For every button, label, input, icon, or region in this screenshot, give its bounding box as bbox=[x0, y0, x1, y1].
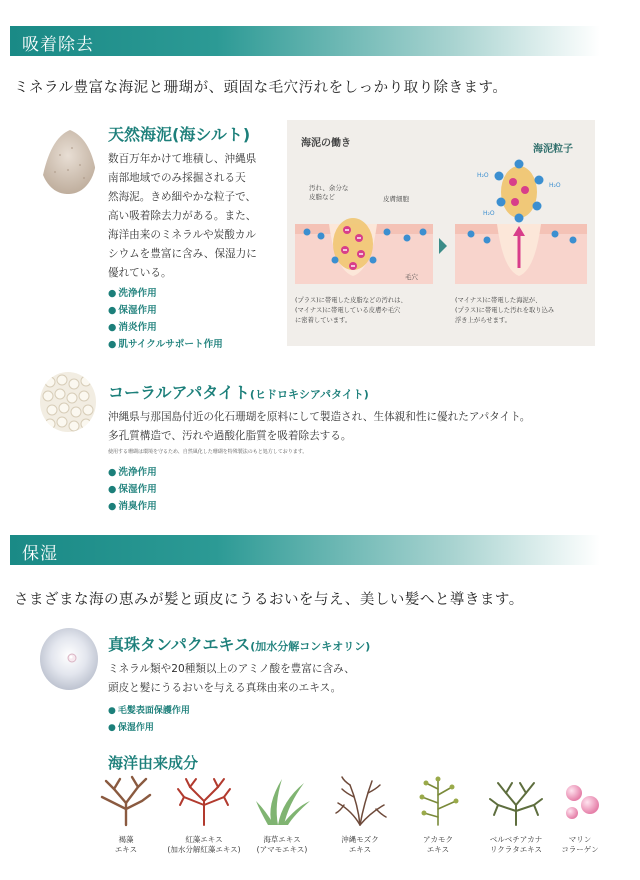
desc-line: シウムを豊富に含み、保湿力に bbox=[108, 248, 257, 260]
desc-line: 高い吸着除去力がある。また、 bbox=[108, 210, 257, 222]
marine-item-pelvetia bbox=[478, 775, 554, 855]
effect-item: ● 保湿作用 bbox=[108, 481, 157, 498]
item-label-line1: 海草エキス bbox=[263, 835, 301, 844]
effect-item: ● 消炎作用 bbox=[108, 319, 223, 336]
mud-powder-image bbox=[40, 120, 96, 194]
item-label-line1: ベルベチアカナ bbox=[489, 835, 543, 844]
item-label-line2: コラーゲン bbox=[561, 845, 599, 854]
h2o-label: H₂O bbox=[477, 172, 489, 179]
effect-item: ● 保湿作用 bbox=[108, 302, 223, 319]
mud-title-main: 天然海泥 bbox=[108, 125, 173, 144]
item-label-line2: (加水分解紅藻エキス) bbox=[167, 845, 241, 854]
item-label-line2: エキス bbox=[114, 845, 138, 854]
diagram-title: 海泥の働き bbox=[301, 138, 351, 149]
effect-item: ● 洗浄作用 bbox=[108, 464, 157, 481]
seagrass-icon bbox=[252, 775, 312, 827]
marine-item-akamoku bbox=[400, 775, 476, 855]
item-label-line1: 褐藻 bbox=[118, 835, 134, 844]
item-label-line2: リクラタエキス bbox=[489, 845, 543, 854]
mud-mechanism-diagram bbox=[287, 120, 595, 346]
pearl-description bbox=[108, 660, 508, 698]
effect-item: ● 保湿作用 bbox=[108, 720, 190, 737]
item-label-line1: 沖縄モズク bbox=[341, 835, 379, 844]
marine-item-red-algae bbox=[166, 775, 242, 855]
label-skin-cells: 皮膚細胞 bbox=[383, 195, 409, 203]
mud-description bbox=[108, 150, 286, 283]
section-header-adsorption bbox=[10, 26, 600, 56]
desc-line: 頭皮と髪にうるおいを与える真珠由来のエキス。 bbox=[108, 682, 342, 694]
marine-item-mozuku bbox=[322, 775, 398, 855]
coral-image bbox=[40, 372, 96, 432]
item-label-line1: マリン bbox=[568, 835, 592, 844]
mud-title-paren: (海シルト) bbox=[172, 125, 251, 144]
label-dirt: 汚れ、余分な 皮脂など bbox=[309, 184, 349, 201]
coral-effects-list bbox=[108, 464, 157, 515]
item-label-line2: エキス bbox=[426, 845, 450, 854]
desc-line: 然海泥。きめ細やかな粒子で、 bbox=[108, 191, 257, 203]
section-lead: ミネラル豊富な海泥と珊瑚が、頭固な毛穴汚れをしっかり取り除きます。 bbox=[14, 80, 508, 96]
effect-item: ● 消臭作用 bbox=[108, 498, 157, 515]
caption-line: 浮き上がらせます。 bbox=[455, 317, 511, 324]
caption-line: (マイナス)に帯電している皮膚や毛穴 bbox=[295, 307, 401, 314]
coral-title-paren: (ヒドロキシアパタイト) bbox=[249, 388, 369, 401]
brown-algae-icon bbox=[96, 775, 156, 827]
section-lead: さまざまな海の恵みが髪と頭皮にうるおいを与え、美しい髪へと導きます。 bbox=[14, 592, 524, 608]
caption-right bbox=[455, 296, 593, 326]
coral-note: 使用する珊瑚は環境を守るため、自然風化した珊瑚を特殊製法のもと処方しております。 bbox=[108, 449, 308, 455]
caption-line: (プラス)に帯電した皮脂などの汚れは、 bbox=[295, 297, 407, 304]
desc-line: 海洋由来のミネラルや炭酸カル bbox=[108, 229, 256, 241]
pelvetia-icon bbox=[486, 775, 546, 827]
desc-line: 優れている。 bbox=[108, 267, 172, 279]
desc-line: 南部地域でのみ採掘される天 bbox=[108, 172, 246, 184]
pearl-title-paren: (加水分解コンキオリン) bbox=[250, 640, 371, 653]
label-pore: 毛穴 bbox=[405, 273, 418, 281]
coral-description bbox=[108, 408, 608, 446]
section-header-moisture bbox=[10, 535, 600, 565]
caption-line: (マイナス)に帯電した海泥が、 bbox=[455, 297, 542, 304]
mud-title bbox=[108, 122, 250, 145]
item-label-line1: アカモク bbox=[423, 835, 453, 844]
pearl-title-main: 真珠タンパクエキス bbox=[108, 635, 251, 654]
red-algae-icon bbox=[174, 775, 234, 827]
h2o-label: H₂O bbox=[483, 210, 495, 217]
coral-title bbox=[108, 380, 369, 403]
pearl-effects-list bbox=[108, 703, 190, 737]
section-title: 吸着除去 bbox=[22, 35, 94, 55]
caption-left bbox=[295, 296, 435, 326]
desc-line: 数百万年かけて堆積し、沖縄県 bbox=[108, 153, 257, 165]
effect-item: ● 毛髪表面保護作用 bbox=[108, 703, 190, 720]
effect-item: ● 肌サイクルサポート作用 bbox=[108, 336, 223, 353]
pearl-title bbox=[108, 632, 370, 655]
desc-line: 沖縄県与那国島付近の化石珊瑚を原料にして製造され、生体親和性に優れたアパタイト。 bbox=[108, 411, 531, 423]
desc-line: ミネラル類や20種類以上のアミノ酸を豊富に含み、 bbox=[108, 663, 355, 675]
item-label-line2: (アマモエキス) bbox=[256, 845, 308, 854]
desc-line: 多孔質構造で、汚れや過酸化脂質を吸着除去する。 bbox=[108, 430, 352, 442]
section-title: 保湿 bbox=[22, 544, 58, 564]
mozuku-icon bbox=[330, 775, 390, 827]
marine-item-seagrass bbox=[244, 775, 320, 855]
marine-ingredients-title: 海洋由来成分 bbox=[108, 754, 199, 772]
marine-item-brown-algae bbox=[88, 775, 164, 855]
marine-item-collagen bbox=[550, 775, 610, 855]
akamoku-icon bbox=[408, 775, 468, 827]
pearl-image bbox=[40, 628, 98, 690]
h2o-label: H₂O bbox=[549, 182, 561, 189]
mud-effects-list bbox=[108, 285, 223, 353]
collagen-bubbles-icon bbox=[550, 775, 610, 827]
caption-line: に密着しています。 bbox=[295, 317, 352, 324]
effect-item: ● 洗浄作用 bbox=[108, 285, 223, 302]
coral-title-main: コーラルアパタイト bbox=[108, 383, 250, 402]
item-label-line1: 紅藻エキス bbox=[185, 835, 223, 844]
label-mud-particles: 海泥粒子 bbox=[533, 144, 573, 155]
item-label-line2: エキス bbox=[348, 845, 372, 854]
caption-line: (プラス)に帯電した汚れを取り込み bbox=[455, 307, 555, 314]
